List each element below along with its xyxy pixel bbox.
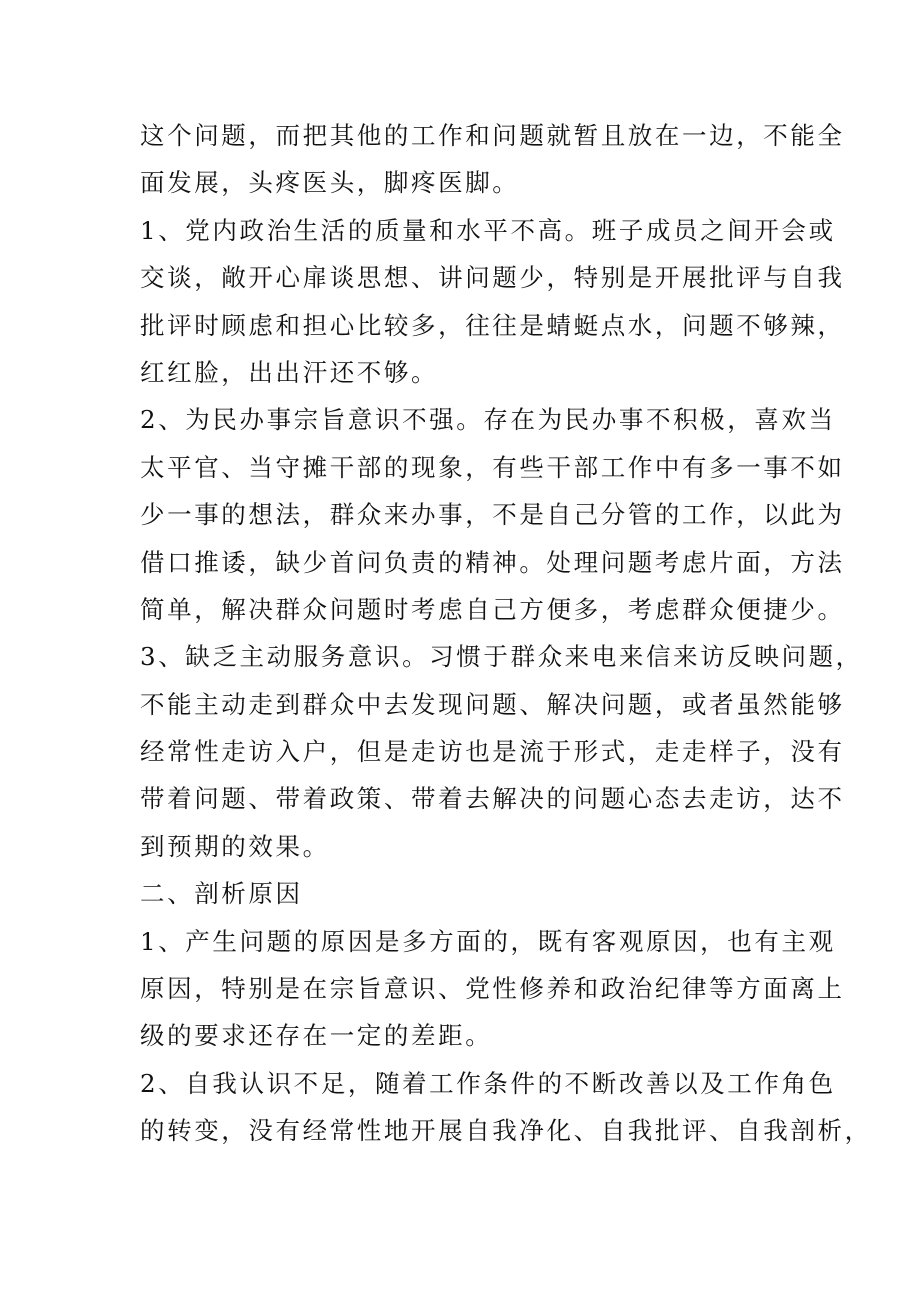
text-line: 交谈，敞开心扉谈思想、讲问题少，特别是开展批评与自我 (140, 263, 845, 293)
text-line: 2、自我认识不足，随着工作条件的不断改善以及工作角色 (140, 1068, 836, 1098)
text-line: 级的要求还存在一定的差距。 (140, 1021, 493, 1051)
text-line: 少一事的想法，群众来办事，不是自己分管的工作，以此为 (140, 500, 845, 530)
document-body-text (140, 112, 872, 1155)
section-heading: 二、剖析原因 (140, 879, 303, 909)
text-line: 2、为民办事宗旨意识不强。存在为民办事不积极，喜欢当 (140, 405, 836, 435)
text-line: 这个问题，而把其他的工作和问题就暂且放在一边，不能全 (140, 121, 845, 150)
text-line: 3、缺乏主动服务意识。习惯于群众来电来信来访反映问题， (140, 642, 863, 672)
text-line: 不能主动走到群众中去发现问题、解决问题，或者虽然能够 (140, 689, 845, 719)
text-line: 太平官、当守摊干部的现象，有些干部工作中有多一事不如 (140, 452, 845, 482)
text-line: 到预期的效果。 (140, 831, 330, 861)
text-line: 原因，特别是在宗旨意识、党性修养和政治纪律等方面离上 (140, 974, 845, 1004)
text-line: 的转变，没有经常性地开展自我净化、自我批评、自我剖析， (140, 1116, 872, 1146)
text-line: 带着问题、带着政策、带着去解决的问题心态去走访，达不 (140, 784, 845, 814)
text-line: 1、党内政治生活的质量和水平不高。班子成员之间开会或 (140, 215, 836, 245)
text-line: 面发展，头疼医头，脚疼医脚。 (140, 168, 520, 198)
text-line: 批评时顾虑和担心比较多，往往是蜻蜓点水，问题不够辣， (140, 310, 845, 340)
text-line: 红红脸，出出汗还不够。 (140, 357, 439, 387)
text-line: 借口推诿，缺少首问负责的精神。处理问题考虑片面，方法 (140, 547, 845, 577)
text-line: 简单，解决群众问题时考虑自己方便多，考虑群众便捷少。 (140, 594, 845, 624)
text-line: 1、产生问题的原因是多方面的，既有客观原因，也有主观 (140, 926, 836, 956)
text-line: 经常性走访入户，但是走访也是流于形式，走走样子，没有 (140, 737, 845, 767)
